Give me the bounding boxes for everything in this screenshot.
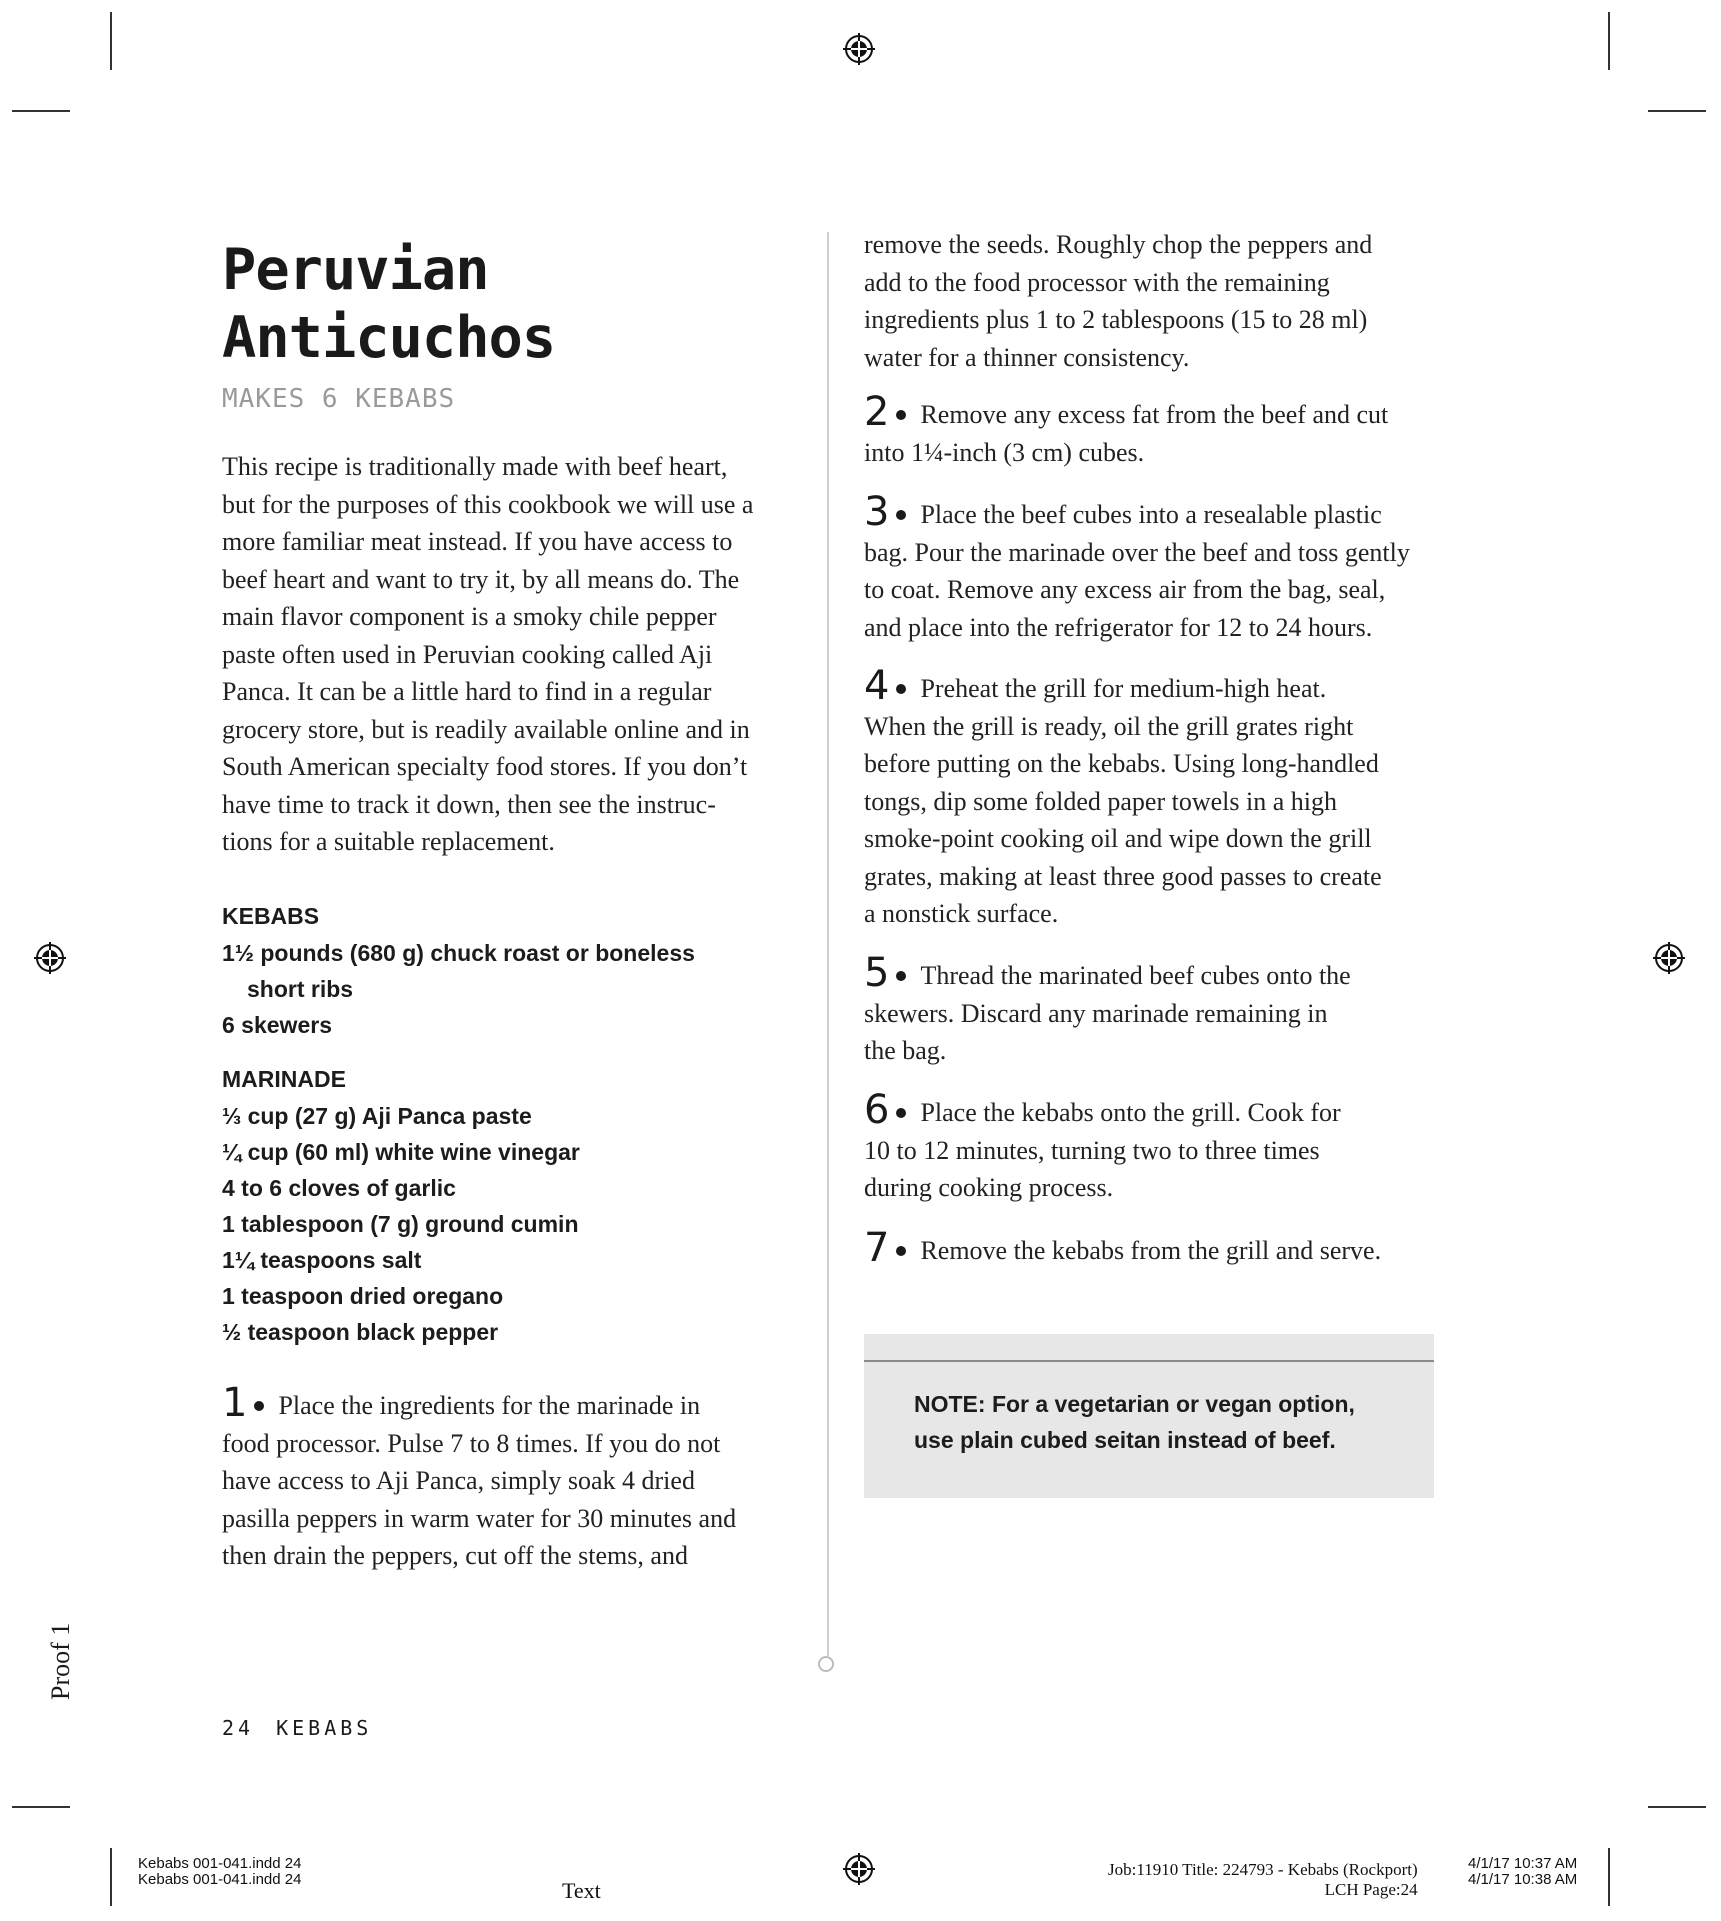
step-text-line: bag. Pour the marinade over the beef and toss gently <box>864 537 1410 567</box>
ingredient-item: 1 tablespoon (7 g) ground cumin <box>222 1211 579 1237</box>
step-text-line: into 1¼-inch (3 cm) cubes. <box>864 437 1145 467</box>
step-text-line: Preheat the grill for medium-high heat. <box>920 674 1327 703</box>
crop-mark <box>12 110 70 112</box>
step-1 <box>222 1380 802 1575</box>
step-text-line: Place the kebabs onto the grill. Cook for <box>920 1098 1341 1127</box>
step-number: 7 <box>864 1225 889 1271</box>
step-text-line: grates, making at least three good passes to create <box>864 861 1382 891</box>
step-text-line: have access to Aji Panca, simply soak 4 dried <box>222 1466 695 1495</box>
intro-line: grocery store, but is readily available online and in <box>222 714 750 744</box>
intro-line: This recipe is traditionally made with beef heart, <box>222 452 728 481</box>
column-divider <box>827 232 829 1656</box>
bullet-icon <box>896 1108 906 1118</box>
step-text-line: then drain the peppers, cut off the stems, and <box>222 1541 688 1570</box>
note-rule <box>864 1360 1434 1362</box>
ingredient-item: 1¼ teaspoons salt <box>222 1247 422 1273</box>
step-text-line: When the grill is ready, oil the grill grates right <box>864 711 1354 741</box>
crop-mark <box>12 1806 70 1808</box>
ingredient-item: ½ teaspoon black pepper <box>222 1319 499 1345</box>
step-text-line: Place the ingredients for the marinade in <box>278 1391 701 1420</box>
crop-mark <box>1648 1806 1706 1808</box>
slug-line: Job:11910 Title: 224793 - Kebabs (Rockport) <box>1108 1860 1418 1879</box>
step-text-line: Place the beef cubes into a resealable plastic <box>920 500 1382 529</box>
step-number: 4 <box>864 663 889 709</box>
ingredient-item: 1½ pounds (680 g) chuck roast or boneless <box>222 940 695 966</box>
intro-line: more familiar meat instead. If you have access to <box>222 527 733 556</box>
step-text-line: smoke-point cooking oil and wipe down the grill <box>864 824 1372 853</box>
intro-line: paste often used in Peruvian cooking called Aji <box>222 639 713 669</box>
crop-mark <box>1608 1848 1610 1906</box>
step-1-continued <box>864 226 1444 376</box>
note-box <box>864 1334 1434 1498</box>
intro-line: but for the purposes of this cookbook we will use a <box>222 489 754 519</box>
slug-line: 4/1/17 10:37 AM <box>1468 1855 1578 1872</box>
page-folio <box>222 1716 372 1740</box>
step-3 <box>864 489 1444 646</box>
step-text-line: and place into the refrigerator for 12 to 24 hours. <box>864 612 1373 642</box>
ingredient-item: ⅓ cup (27 g) Aji Panca paste <box>222 1103 532 1129</box>
step-5 <box>864 950 1444 1070</box>
step-text-line: Thread the marinated beef cubes onto the <box>920 961 1351 990</box>
intro-line: Panca. It can be a little hard to find in a regular <box>222 677 712 706</box>
ingredient-item: short ribs <box>247 976 354 1002</box>
recipe-yield: MAKES 6 KEBABS <box>222 384 456 414</box>
ingredient-item: ¼ cup (60 ml) white wine vinegar <box>222 1139 580 1165</box>
step-text-line: the bag. <box>864 1036 947 1065</box>
step-number: 3 <box>864 489 889 535</box>
marinade-heading: MARINADE <box>222 1066 346 1092</box>
note-line: use plain cubed seitan instead of beef. <box>914 1427 1336 1453</box>
recipe-title-line: Peruvian <box>222 237 489 303</box>
step-text-line: pasilla peppers in warm water for 30 minutes and <box>222 1503 737 1533</box>
registration-mark-icon <box>1653 942 1685 974</box>
step-6 <box>864 1087 1444 1207</box>
crop-mark <box>110 12 112 70</box>
slug-line: Kebabs 001-041.indd 24 <box>138 1871 302 1888</box>
divider-end-circle-icon <box>818 1656 834 1672</box>
recipe-title-line: Anticuchos <box>222 305 556 371</box>
intro-line: main flavor component is a smoky chile pepper <box>222 602 717 631</box>
slug-file-info <box>138 1856 301 1888</box>
note-line: NOTE: For a vegetarian or vegan option, <box>914 1391 1355 1417</box>
slug-dates <box>1468 1856 1577 1888</box>
step-text-line: ingredients plus 1 to 2 tablespoons (15 to 28 ml) <box>864 305 1368 334</box>
step-text-line: water for a thinner consistency. <box>864 342 1190 372</box>
registration-mark-icon <box>843 1853 875 1885</box>
ingredient-item: 4 to 6 cloves of garlic <box>222 1175 456 1201</box>
step-text-line: add to the food processor with the remaining <box>864 267 1330 297</box>
step-text-line: food processor. Pulse 7 to 8 times. If you do not <box>222 1428 721 1458</box>
kebabs-heading: KEBABS <box>222 903 320 929</box>
crop-mark <box>110 1848 112 1906</box>
slug-line: LCH Page:24 <box>1324 1880 1418 1899</box>
step-text-line: remove the seeds. Roughly chop the peppers and <box>864 230 1373 259</box>
page-number: 24 <box>222 1716 255 1740</box>
intro-line: beef heart and want to try it, by all means do. The <box>222 564 740 594</box>
step-text-line: during cooking process. <box>864 1173 1114 1202</box>
recipe-title <box>222 236 782 372</box>
step-text-line: Remove the kebabs from the grill and serve. <box>920 1236 1382 1265</box>
step-number: 2 <box>864 389 889 435</box>
registration-mark-icon <box>843 33 875 65</box>
ingredient-item: 6 skewers <box>222 1012 332 1038</box>
intro-line: South American specialty food stores. If you don’t <box>222 752 748 781</box>
bullet-icon <box>896 410 906 420</box>
step-number: 1 <box>222 1380 247 1426</box>
note-text <box>914 1386 1355 1458</box>
step-number: 5 <box>864 950 889 996</box>
step-text-line: a nonstick surface. <box>864 899 1059 928</box>
bullet-icon <box>254 1401 264 1411</box>
running-section: KEBABS <box>276 1716 373 1740</box>
slug-line: 4/1/17 10:38 AM <box>1468 1871 1578 1888</box>
proof-label: Proof 1 <box>46 1622 75 1700</box>
bullet-icon <box>896 684 906 694</box>
step-text-line: tongs, dip some folded paper towels in a high <box>864 786 1337 816</box>
step-text-line: to coat. Remove any excess air from the bag, seal, <box>864 575 1386 604</box>
step-4 <box>864 663 1444 933</box>
recipe-intro <box>222 448 802 861</box>
registration-mark-icon <box>34 942 66 974</box>
step-text-line: before putting on the kebabs. Using long-handled <box>864 749 1379 778</box>
intro-line: tions for a suitable replacement. <box>222 827 555 856</box>
step-text-line: skewers. Discard any marinade remaining in <box>864 998 1328 1028</box>
step-2 <box>864 389 1444 471</box>
slug-job-info <box>1108 1860 1418 1900</box>
intro-line: have time to track it down, then see the instruc- <box>222 789 716 819</box>
bullet-icon <box>896 1246 906 1256</box>
crop-mark <box>1648 110 1706 112</box>
slug-layer: Text <box>562 1878 601 1903</box>
bullet-icon <box>896 510 906 520</box>
ingredient-item: 1 teaspoon dried oregano <box>222 1283 504 1309</box>
step-number: 6 <box>864 1087 889 1133</box>
step-text-line: Remove any excess fat from the beef and cut <box>920 400 1389 429</box>
step-text-line: 10 to 12 minutes, turning two to three times <box>864 1135 1320 1165</box>
slug-line: Kebabs 001-041.indd 24 <box>138 1855 302 1872</box>
crop-mark <box>1608 12 1610 70</box>
step-7 <box>864 1225 1444 1271</box>
bullet-icon <box>896 971 906 981</box>
